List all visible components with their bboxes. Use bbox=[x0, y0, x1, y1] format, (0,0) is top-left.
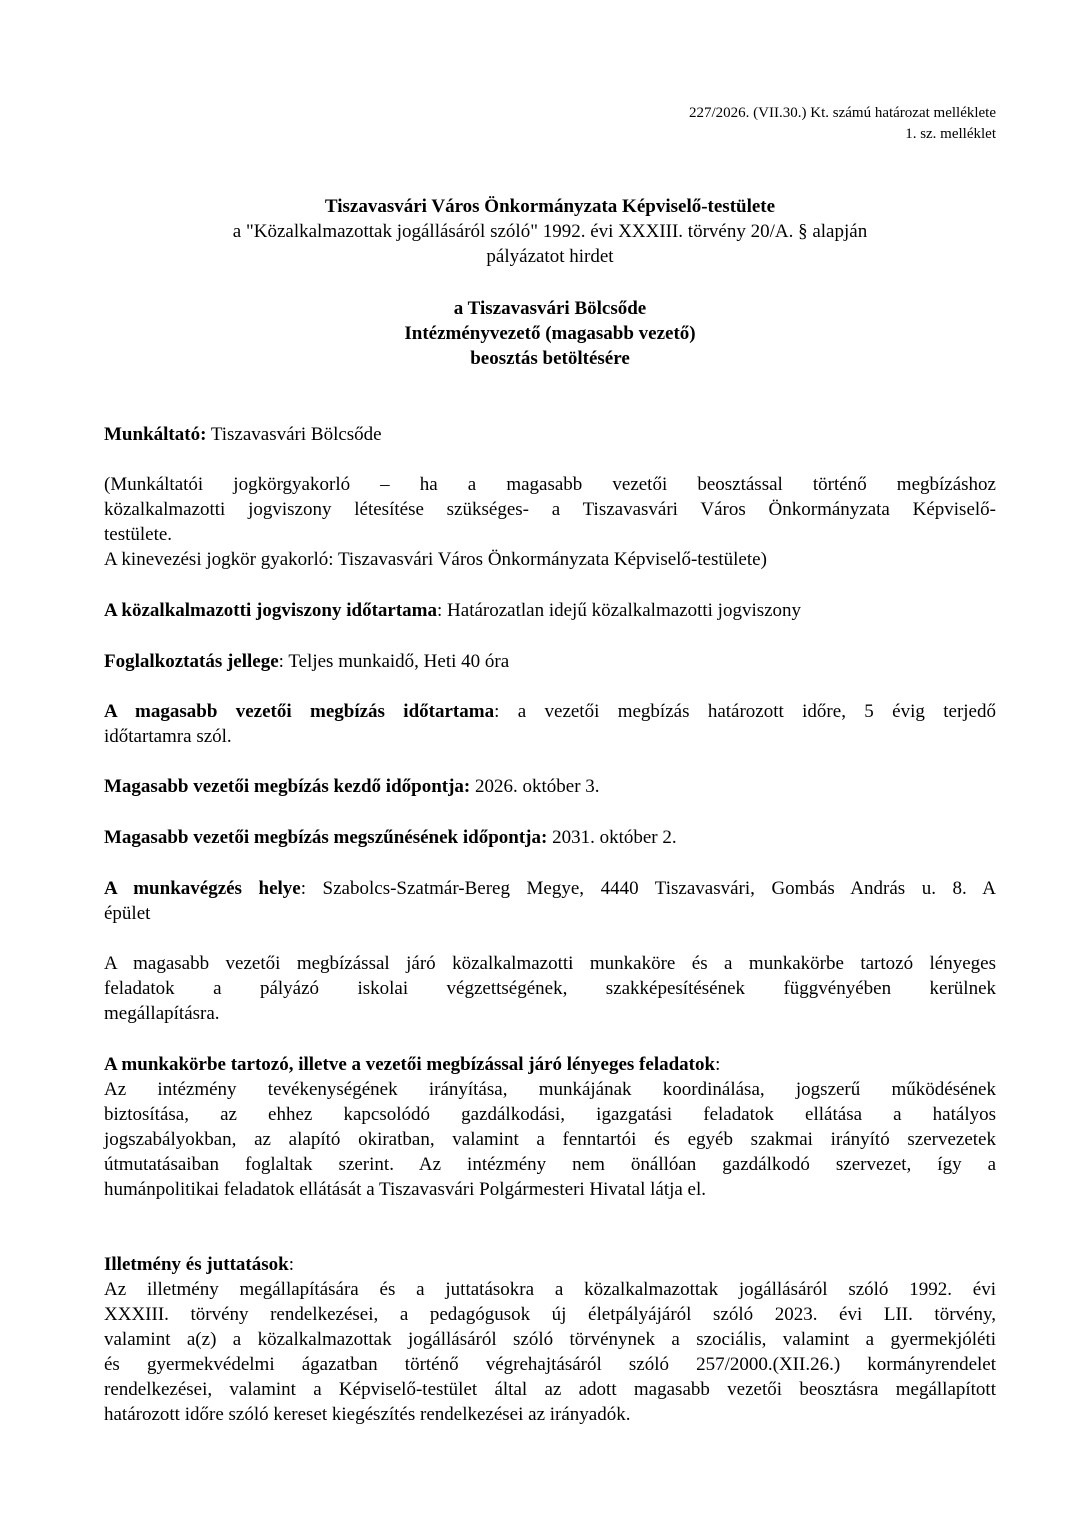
duration-section bbox=[104, 598, 996, 623]
scope-note-line: feladatok a pályázó iskolai végzettségének, szakképesítésének függvényében kerülnek bbox=[104, 978, 996, 999]
employer-note bbox=[104, 472, 996, 572]
mandate-duration-section bbox=[104, 699, 996, 749]
salary-line: XXXIII. törvény rendelkezései, a pedagógusok új életpályájáról szóló 2023. évi LII. törvény, bbox=[104, 1304, 996, 1325]
annex-number: 1. sz. melléklet bbox=[905, 126, 996, 142]
employment-label: Foglalkoztatás jellege bbox=[104, 651, 279, 672]
duties-colon: : bbox=[715, 1054, 721, 1075]
reference-block bbox=[689, 103, 996, 145]
mandate-duration-value-cont: időtartamra szól. bbox=[104, 726, 232, 747]
salary-section bbox=[104, 1252, 996, 1427]
salary-line: határozott időre szóló kereset kiegészítés rendelkezései az irányadók. bbox=[104, 1404, 631, 1425]
legal-basis: a "Közalkalmazottak jogállásáról szóló" 1992. évi XXXIII. törvény 20/A. § alapján bbox=[232, 221, 868, 242]
duties-line: humánpolitikai feladatok ellátását a Tiszavasvári Polgármesteri Hivatal látja el. bbox=[104, 1179, 707, 1200]
position-title: Intézményvezető (magasabb vezető) bbox=[404, 323, 696, 344]
salary-line: rendelkezései, valamint a Képviselő-testület által az adott magasabb vezetői beosztásra megállapított bbox=[104, 1379, 996, 1400]
end-date-label: Magasabb vezetői megbízás megszűnésének időpontja: bbox=[104, 827, 548, 848]
end-date-value: 2031. október 2. bbox=[547, 827, 677, 848]
scope-note-line: A magasabb vezetői megbízással járó közalkalmazotti munkaköre és a munkakörbe tartozó lényeges bbox=[104, 953, 996, 974]
institution-name: a Tiszavasvári Bölcsőde bbox=[453, 298, 647, 319]
employment-section bbox=[104, 649, 996, 674]
resolution-reference: 227/2026. (VII.30.) Kt. számú határozat melléklete bbox=[689, 105, 996, 121]
employer-label: Munkáltató: bbox=[104, 424, 207, 445]
duties-line: Az intézmény tevékenységének irányítása, munkájának koordinálása, jogszerű működésének bbox=[104, 1079, 996, 1100]
mandate-duration-value: : a vezetői megbízás határozott időre, 5 évig terjedő bbox=[494, 701, 996, 722]
workplace-value-cont: épület bbox=[104, 903, 151, 924]
employment-value: : Teljes munkaidő, Heti 40 óra bbox=[278, 651, 510, 672]
announcement-heading bbox=[104, 194, 996, 269]
employer-value: Tiszavasvári Bölcsőde bbox=[206, 424, 382, 445]
employer-note-line: közalkalmazotti jogviszony létesítése szükséges- a Tiszavasvári Város Önkormányzata Képviselő- bbox=[104, 499, 996, 520]
duties-section bbox=[104, 1052, 996, 1202]
scope-note-line: megállapításra. bbox=[104, 1003, 220, 1024]
duration-value: : Határozatlan idejű közalkalmazotti jogviszony bbox=[437, 600, 802, 621]
mandate-duration-label: A magasabb vezetői megbízás időtartama bbox=[104, 701, 495, 722]
employer-note-line: testülete. bbox=[104, 524, 173, 545]
salary-line: és gyermekvédelmi ágazatban történő végrehajtásáról szóló 257/2000.(XII.26.) kormányrendelet bbox=[104, 1354, 996, 1375]
issuer-title: Tiszavasvári Város Önkormányzata Képviselő-testülete bbox=[324, 196, 776, 217]
duties-line: útmutatásaiban foglaltak szerint. Az intézmény nem önállóan gazdálkodó szervezet, így a bbox=[104, 1154, 996, 1175]
start-date-value: 2026. október 3. bbox=[470, 776, 600, 797]
salary-colon: : bbox=[288, 1254, 294, 1275]
workplace-value: : Szabolcs-Szatmár-Bereg Megye, 4440 Tiszavasvári, Gombás András u. 8. A bbox=[300, 878, 997, 899]
workplace-label: A munkavégzés helye bbox=[104, 878, 301, 899]
employer-section bbox=[104, 422, 996, 447]
workplace-section bbox=[104, 876, 996, 926]
appointing-authority: A kinevezési jogkör gyakorló: Tiszavasvári Város Önkormányzata Képviselő-testülete) bbox=[104, 549, 767, 570]
start-date-section bbox=[104, 774, 996, 799]
salary-label: Illetmény és juttatások bbox=[104, 1254, 289, 1275]
duties-label: A munkakörbe tartozó, illetve a vezetői megbízással járó lényeges feladatok bbox=[104, 1054, 716, 1075]
start-date-label: Magasabb vezetői megbízás kezdő időpontja: bbox=[104, 776, 471, 797]
announcement-line: pályázatot hirdet bbox=[486, 246, 614, 267]
employer-note-line: (Munkáltatói jogkörgyakorló – ha a magasabb vezetői beosztással történő megbízáshoz bbox=[104, 474, 996, 495]
salary-line: valamint a(z) a közalkalmazottak jogállásáról szóló törvénynek a szociális, valamint a gyermekjóléti bbox=[104, 1329, 996, 1350]
end-date-section bbox=[104, 825, 996, 850]
position-purpose: beosztás betöltésére bbox=[470, 348, 630, 369]
duties-line: biztosítása, az ehhez kapcsolódó gazdálkodási, igazgatási feladatok ellátása a hatályos bbox=[104, 1104, 996, 1125]
position-subject bbox=[104, 296, 996, 371]
salary-line: Az illetmény megállapítására és a juttatásokra a közalkalmazottak jogállásáról szóló 1992. évi bbox=[104, 1279, 996, 1300]
scope-note bbox=[104, 951, 996, 1026]
duration-label: A közalkalmazotti jogviszony időtartama bbox=[104, 600, 438, 621]
duties-line: jogszabályokban, az alapító okiratban, valamint a fenntartói és egyéb szakmai irányító szervezetek bbox=[104, 1129, 996, 1150]
